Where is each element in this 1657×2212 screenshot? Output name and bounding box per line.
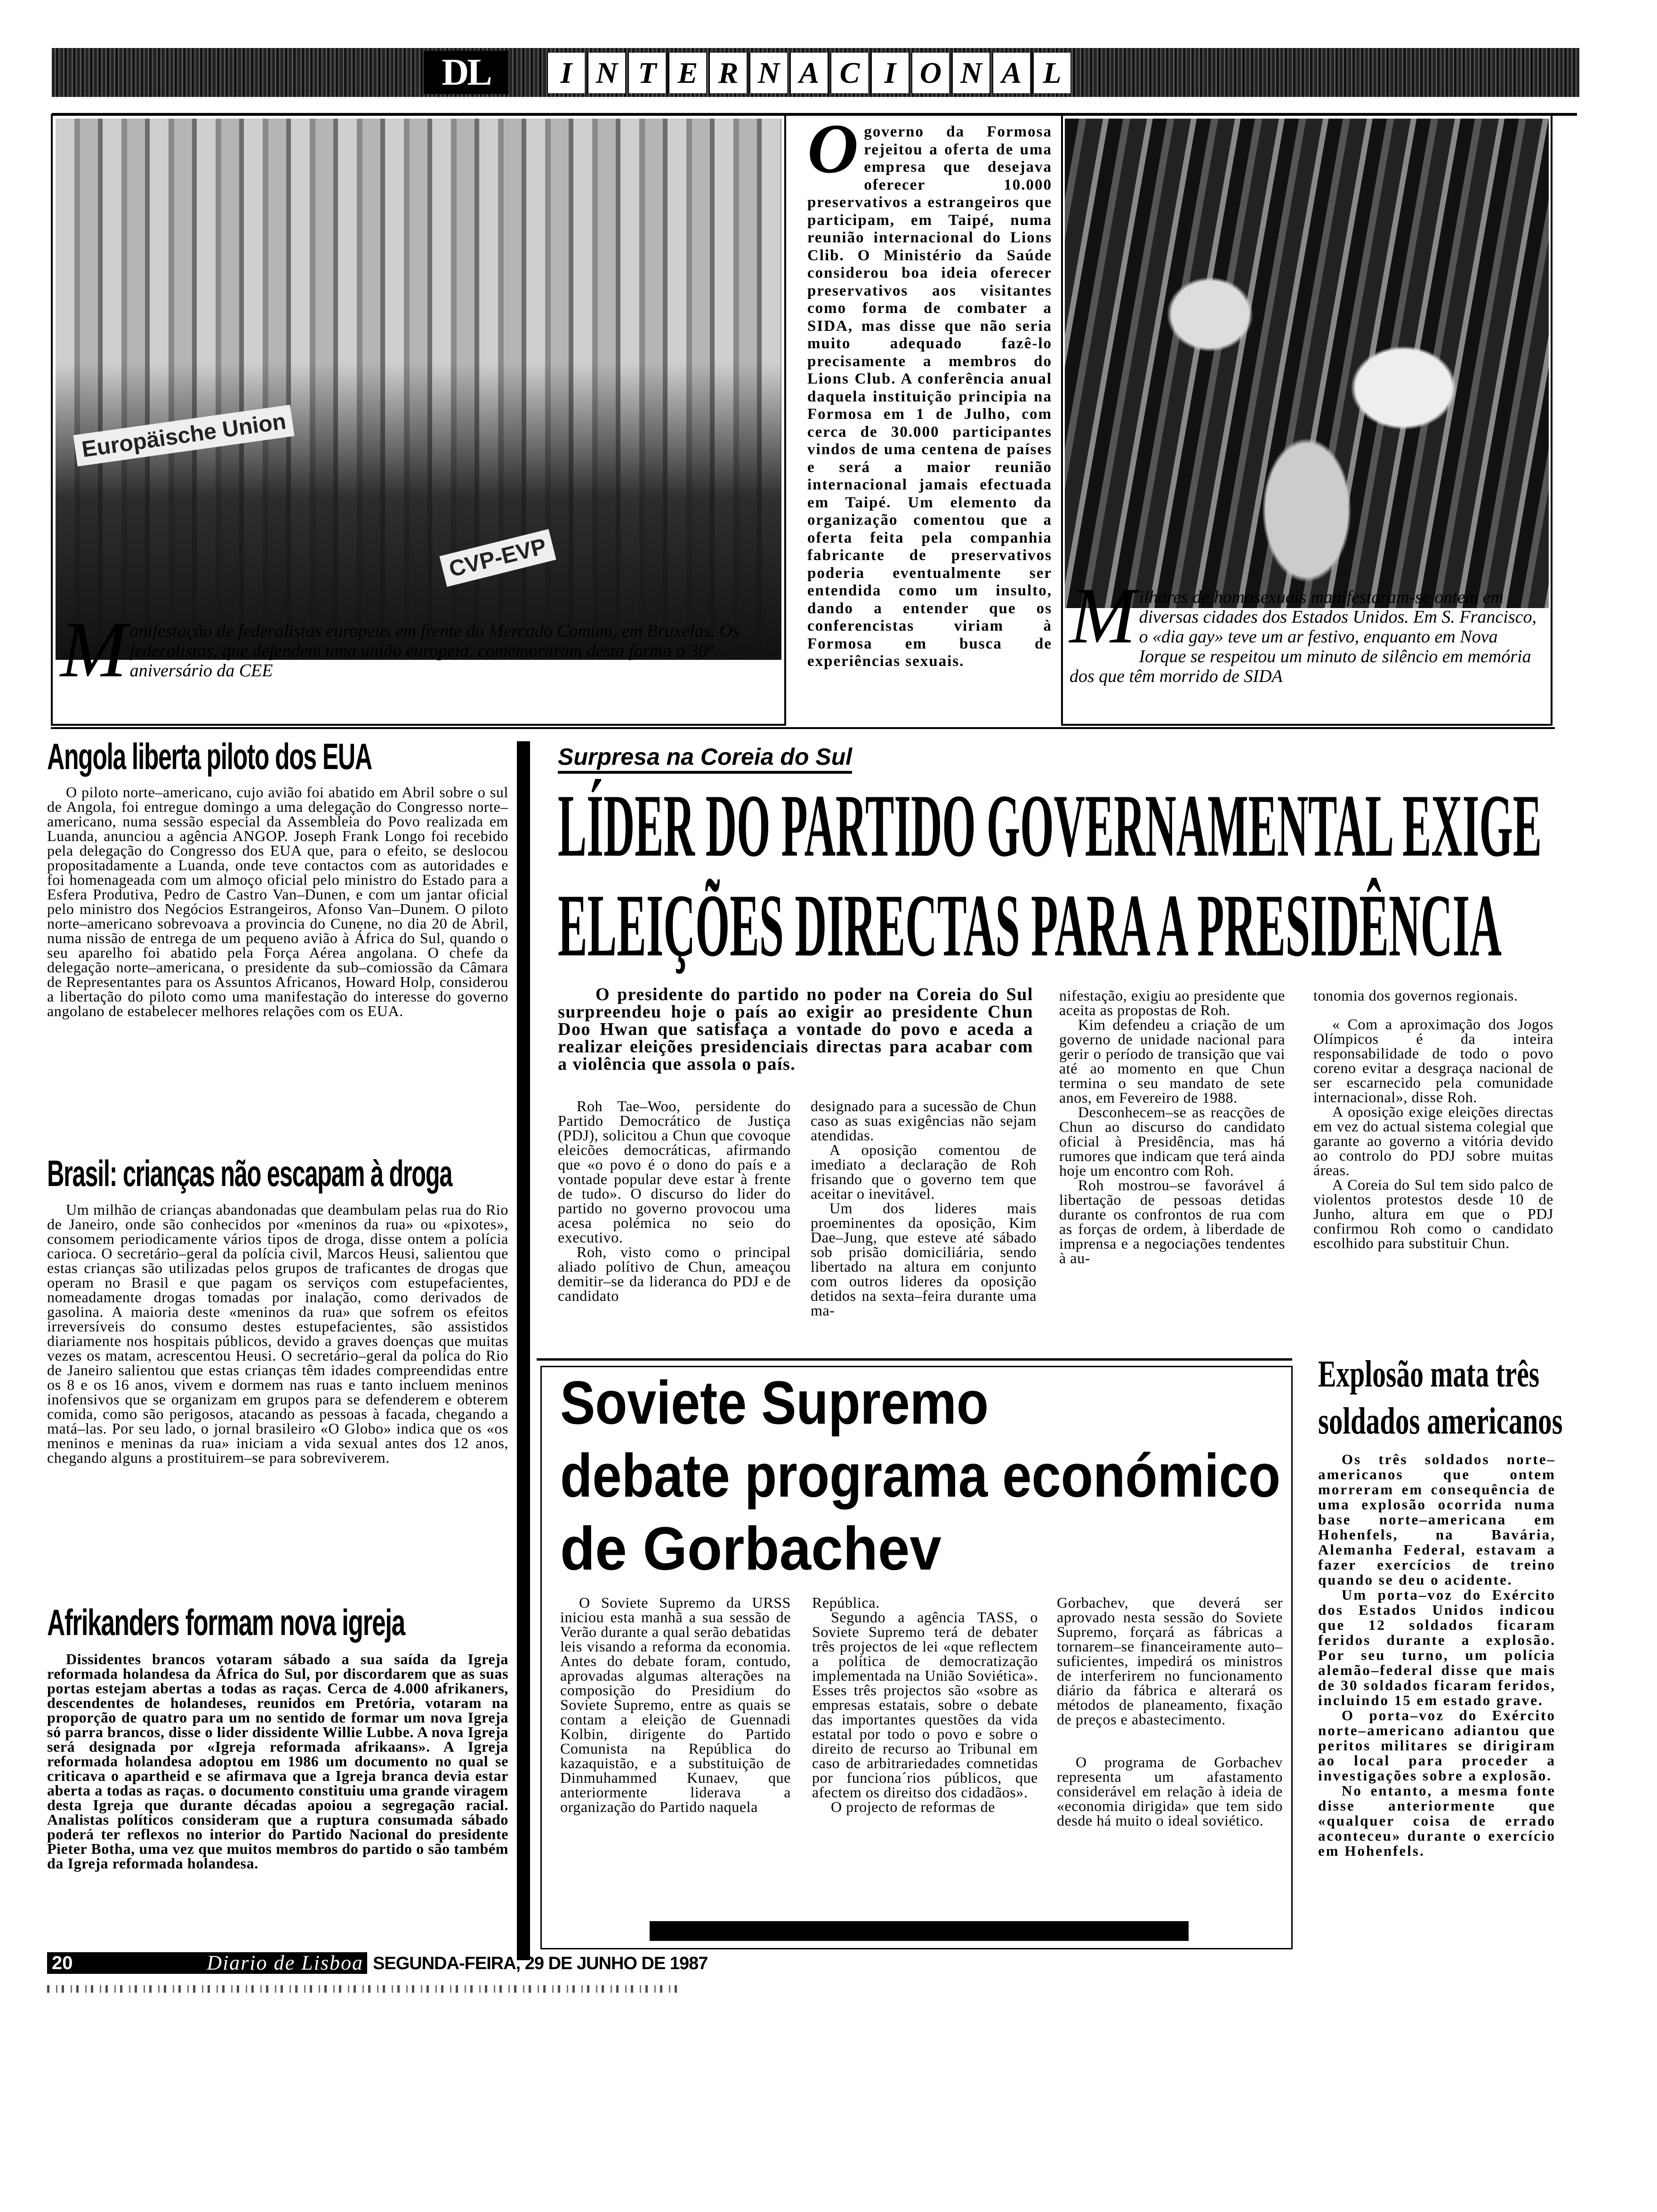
paragraph: nifestação, exigiu ao presidente que aceita as propostas de Roh. [1059, 987, 1285, 1018]
photo-caption-left [60, 605, 776, 694]
paragraph: A Coreia do Sul tem sido palco de violentos protestos desde 10 de Junho, altura em que o PDJ confirmou Roh como o candidato escolhido para substituir Chun. [1313, 1176, 1553, 1251]
drop-cap: O [807, 123, 860, 188]
headline-text: Brasil: crianças não escapam à droga [47, 1153, 452, 1194]
section-letter: N [749, 53, 787, 93]
headline-soviet-line-3 [560, 1514, 941, 1583]
paragraph: Roh Tae–Woo, persidente do Partido Democrático de Justiça (PDJ), solicitou a Chun que covoque eleicões democráticas, afirmando que «o povo é o dono do país e a vontade popular deve estar à frente de tudo». O discurso do lider do partido no governo provocou uma acesa polémica no seio do executivo. [558, 1098, 791, 1246]
caption-initial: M [1070, 571, 1136, 660]
headline-text: Afrikanders formam nova igreja [47, 1602, 405, 1643]
paragraph: Os três soldados norte–americanos que ontem morreram em consequência de uma explosão ocorrida numa base norte–americana em Hohenfels, na Bavária, Alemanha Federal, estavam a fazer exercícios de treino quando se deu o acidente. [1318, 1451, 1556, 1588]
section-letter: T [628, 53, 666, 93]
column-divider-bar [517, 741, 530, 1960]
korea-column-1 [558, 1099, 791, 1303]
paragraph: Kim defendeu a criação de um governo de unidade nacional para gerir o período de transição que vai até ao momento en que Chun termina o seu mandato de sete anos, em Fevereiro de 1988. [1059, 1016, 1285, 1106]
headline-brasil [47, 1153, 452, 1194]
article-text: governo da Formosa rejeitou a oferta de uma empresa que desejava oferecer 10.000 preservativos a estrangeiros que participam, em Taipé, numa reunião internacional do Lions Clib. O Ministério da Saúde considerou boa ideia oferecer preservativos aos visitantes como forma de combater a SIDA, mas disse que não seria muito adequado fazê-lo precisamente a membros do Lions Club. A conferência anual daquela instituição principia na Formosa em 1 de Julho, com cerca de 30.000 participantes vindos de uma centena de países e será a maior reunião internacional jamais efectuada em Taipé. Um elemento da organização comentou que a oferta feita pela companhia fabricante de preservativos poderia eventualmente ser entendida como um insulto, dando a entender que os conferencistas viriam à Formosa em busca de experiências sexuais. [807, 123, 1052, 670]
section-letter: I [547, 53, 585, 93]
headline-text: debate programa económico [560, 1441, 1281, 1510]
headline-text: Explosão mata três [1318, 1354, 1540, 1395]
headline-text: LÍDER DO PARTIDO GOVERNAMENTAL EXIGE [558, 777, 1542, 875]
korea-lead [558, 986, 1033, 1073]
photo-banner: Europäische Union [73, 405, 295, 466]
print-noise [47, 1985, 678, 1993]
photo-banner: CVP-EVP [439, 529, 556, 587]
newspaper-name: Diario de Lisboa [207, 1951, 363, 1974]
paragraph: Um porta–voz do Exército dos Estados Unidos indicou que 12 soldados ficaram feridos durante a explosão. Por seu turno, um polícia alemão–federal disse que mais de 30 soldados ficaram feridos, incluindo 15 em estado grave. [1318, 1587, 1556, 1708]
headline-soviet-line-2 [560, 1441, 1281, 1510]
headline-text: Angola liberta piloto dos EUA [47, 736, 372, 777]
issue-date: SEGUNDA-FEIRA, 29 DE JUNHO DE 1987 [373, 1954, 708, 1973]
photo-gay-pride-march [1065, 119, 1549, 608]
caption-text: ilhares de homosexuais manifestaram-se ontem em diversas cidades dos Estados Unidos. Em S. Francisco, o «dia gay» teve um ar festivo, enquanto em Nova Iorque se respeitou um minuto de silêncio em memória dos que têm morrido de SIDA [1070, 587, 1537, 686]
section-letter: N [952, 53, 989, 93]
footer-masthead [47, 1952, 367, 1974]
paragraph: Roh mostrou–se favorável á libertação de pessoas detidas durante os confrontos de rua com as forças de ordem, à liberdade de imprensa e a negociações tendentes à au- [1059, 1177, 1285, 1266]
decorative-bar [650, 1921, 1189, 1941]
paragraph: República. [812, 1594, 880, 1611]
paragraph: A oposição exige eleições directas em vez do actual sistema colegial que garante ao governo a vitória devido ao controlo do PDJ sobre muitas áreas. [1313, 1103, 1553, 1178]
soviet-column-2 [812, 1595, 1038, 1814]
lead-paragraph: O presidente do partido no poder na Coreia do Sul surpreendeu hoje o país ao exigir ao presidente Chun Doo Hwan que satisfaça a vontade do povo e aceda a realizar eleições presidenciais directas para acabar com a violência que assola o país. [558, 985, 1033, 1074]
photo-caption-right [1070, 571, 1545, 686]
soviet-column-1 [560, 1595, 791, 1814]
section-letter: L [1033, 53, 1070, 93]
paragraph: Roh, visto como o principal aliado polítivo de Chun, ameaçou demitir–se da lideranca do PDJ e de candidato [558, 1243, 791, 1304]
korea-column-4 [1313, 988, 1553, 1250]
paragraph: Um dos lideres mais proeminentes da oposição, Kim Dae–Jung, que esteve até sábado sob prisão domiciliária, sendo libertado na altura em conjunto com outros lideres da oposição detidos na sexta–feira durante uma ma- [811, 1200, 1037, 1319]
headline-text: soldados americanos [1318, 1401, 1563, 1442]
section-letter: A [790, 53, 828, 93]
paragraph: O piloto norte–americano, cujo avião foi abatido em Abril sobre o sul de Angola, foi entregue domingo a uma delegação do Congresso norte–americano, numa sessão especial da Assembleia do Povo realizada em Luanda, anunciou a agência ANGOP. Joseph Frank Longo foi recebido pela delegação do Congresso dos EUA que, para o efeito, se deslocou propositadamente a Luanda, onde teve contactos com as autoridades e foi homenageada com um almoço oficial pelo ministro do Estado para a Esfera Produtiva, Pedro de Castro Van–Dunen, e com um jantar oficial pelo ministro dos Negócios Estrangeiros, Afonso Van–Dunem. O piloto norte–americano sobrevoava a provincia do Cunene, no dia 20 de Abril, numa nissão de entrega de um pequeno avião à África do Sul, quando o seu aparelho foi abatido pela Força Aérea angolana. O chefe da delegação norte–americana, o presidente da sub–comiossão da Câmara de Representantes para os Assuntos Africanos, Howard Holp, considerou a libertação do piloto como uma manifestação do interesse do governo angolano de estabelecer melhores relações com os EUA. [47, 784, 508, 1019]
headline-explosao-line-1 [1318, 1355, 1539, 1393]
section-letter: A [992, 53, 1030, 93]
paragraph: O Soviete Supremo da URSS iniciou esta manhã a sua sessão de Verão durante a qual serão debatidas leis visando a reforma da economia. Antes do debate foram, contudo, aprovadas algumas alterações na composição do Presidium do Soviete Supremo, entre as quais se contam a eleição de Guennadi Kolbin, dirigente do Partido Comunista na República do kazaquistão, e a substituição de Dinmuhammed Kunaev, que anteriormente liderava a organização do Partido naquela [560, 1594, 791, 1815]
paragraph: Um milhão de crianças abandonadas que deambulam pelas rua do Rio de Janeiro, onde são conhecidos por «meninos da rua» ou «pixotes», consomem periodicamente vários tipos de droga, disse ontem a polícia carioca. O secretário–geral da polícia civil, Marcos Heusi, salientou que estas crianças são utilizadas pelos grupos de traficantes de drogas que operam no Brasil e que pagam os serviços com estupefacientes, nomeadamente drogas tomadas por inalação, como derivados de gasolina. A maioria deste «meninos da rua» que sofrem os efeitos irreversíveis do consumo destes estupefacientes, são assistidos diariamente nos hospitais públicos, devido a graves doenças que muitas vezes os matam, acrescentou Heusi. O secretário–geral da políca do Rio de Janeiro salientou que estas crianças têm idades compreendidas entre os 8 e os 16 anos, vivem e dormem nas ruas e tanto incluem meninos inofensivos que se organizam em grupos para se defenderem e obterem comida, como são perigosos, atacando as pessoas à facada, chegando a matá–las. Por seu lado, o jornal brasileiro «O Globo» indica que os «os meninos e meninas da rua» iniciam a vida sexual antes dos 12 anos, chegando alguns a prostituirem–se para sobreviverem. [47, 1201, 508, 1466]
article-formosa [807, 123, 1052, 721]
headline-afrikanders [47, 1602, 405, 1643]
photo-federalists-brussels [56, 119, 781, 660]
paragraph: A oposição comentou de imediato a declaração de Roh frisando que o governo tem que aceitar o inevitável. [811, 1141, 1037, 1202]
paragraph: Desconhecem–se as reacções de Chun ao discurso do candidato oficial à Presidência, mas há rumores que indicam que terá ainda hoje um encontro com Roh. [1059, 1104, 1285, 1179]
paragraph: tonomia dos governos regionais. [1313, 987, 1518, 1004]
kicker: Surpresa na Coreia do Sul [558, 744, 852, 774]
divider [51, 727, 1555, 729]
section-letter: I [871, 53, 909, 93]
headline-text: ELEIÇÕES DIRECTAS PARA A PRESIDÊNCIA [558, 876, 1502, 975]
paragraph: « Com a aproximação dos Jogos Olímpicos é da inteira responsabilidade de todo o povo coreno evitar a desgraça nacional de ser escarnecido pela comunidade internacional», disse Roh. [1313, 1016, 1553, 1106]
headline-explosao-line-2 [1318, 1403, 1563, 1440]
section-letter: O [911, 53, 949, 93]
page-number: 20 [52, 1953, 73, 1973]
caption-initial: M [60, 605, 127, 694]
section-title-internacional [547, 53, 1070, 93]
divider [537, 1358, 1292, 1361]
headline-text: de Gorbachev [560, 1514, 941, 1583]
paragraph: designado para a sucessão de Chun caso as suas exigências não sejam atendidas. [811, 1098, 1037, 1144]
korea-column-3 [1059, 988, 1285, 1266]
headline-korea-line-2 [558, 876, 1502, 975]
article-brasil [47, 1202, 508, 1465]
section-letter: R [709, 53, 747, 93]
paragraph: Dissidentes brancos votaram sábado a sua saída da Igreja reformada holandesa da África do Sul, por discordarem que as suas portas estejam abertas a todas as raças. Cerca de 4.000 afrikaners, descendentes de holandeses, reunidos em Pretória, votaram na proporção de quatro para um no sentido de formar um nova Igreja só parra brancos, disse o lider dissidente Willie Lubbe. A nova Igreja será designada por «Igreja reformada afrikaans». A Igreja reformada holandesa adoptou em 1986 um documento no qual se criticava o apartheid e se afirmava que a Igreja branca devia estar aberta a todas as raças. o documento constituiu uma grande viragem desta Igreja que durante décadas apoiou a segregação racial. Analistas políticos consideram que a ruptura consumada sábado poderá ter reflexos no interior do Partido Nacional do presidente Pieter Botha, uma vez que muitos membros do partido o são também da Igreja reformada holandesa. [47, 1651, 508, 1872]
paragraph: Segundo a agência TASS, o Soviete Supremo terá de debater três projectos de lei «que reflectem a política de democratização implementada na União Soviética». Esses três projectos são «sobre as empresas estatais, sobre o debate das importantes questões da vida estatal por todo o povo e sobre o direito de recurso ao Tribunal em caso de arbitrariedades comnetidas por funciona´rios públicos, que afectem os direitso dos cidadãos». [812, 1609, 1038, 1801]
paragraph: O porta–voz do Exército norte–americano adiantou que peritos militares se dirigiram ao local para proceder a investigações sobre a explosão. [1318, 1707, 1556, 1784]
headline-angola [47, 736, 372, 777]
paragraph: O programa de Gorbachev representa um afastamento considerável em relação à ideia de «economia dirigida» que tem sido desde há muito o ideal soviético. [1057, 1754, 1283, 1829]
soviet-column-3 [1057, 1595, 1283, 1828]
headline-korea-line-1 [558, 777, 1542, 875]
article-afrikanders [47, 1652, 508, 1871]
section-letter: E [668, 53, 706, 93]
headline-soviet-line-1 [560, 1368, 989, 1437]
section-letter: C [830, 53, 868, 93]
paragraph: O projecto de reformas de [831, 1798, 996, 1815]
article-angola [47, 785, 508, 1018]
paragraph: Gorbachev, que deverá ser aprovado nesta sessão do Soviete Supremo, forçará as fábricas a tornarem–se financeiramente auto–suficientes, impedirá os ministros de interferirem no funcionamento diário da fábrica e alterará os métodos de planeamento, fixação de preços e abastecimento. [1057, 1594, 1283, 1728]
section-letter: N [587, 53, 625, 93]
article-explosao [1318, 1452, 1556, 1859]
caption-text: anifestação de federalistas europeus em frente do Mercado Comum, em Bruxelas. Os federalistas, que defendem uma união europeia, comemoraram desta forma o 30º aniversário da CEE [129, 621, 740, 681]
headline-text: Soviete Supremo [560, 1368, 989, 1437]
korea-column-2 [811, 1099, 1037, 1318]
newspaper-logo: DL [424, 51, 508, 94]
paragraph: No entanto, a mesma fonte disse anteriormente que «qualquer coisa de errado aconteceu» durante o exercício em Hohenfels. [1318, 1782, 1556, 1859]
